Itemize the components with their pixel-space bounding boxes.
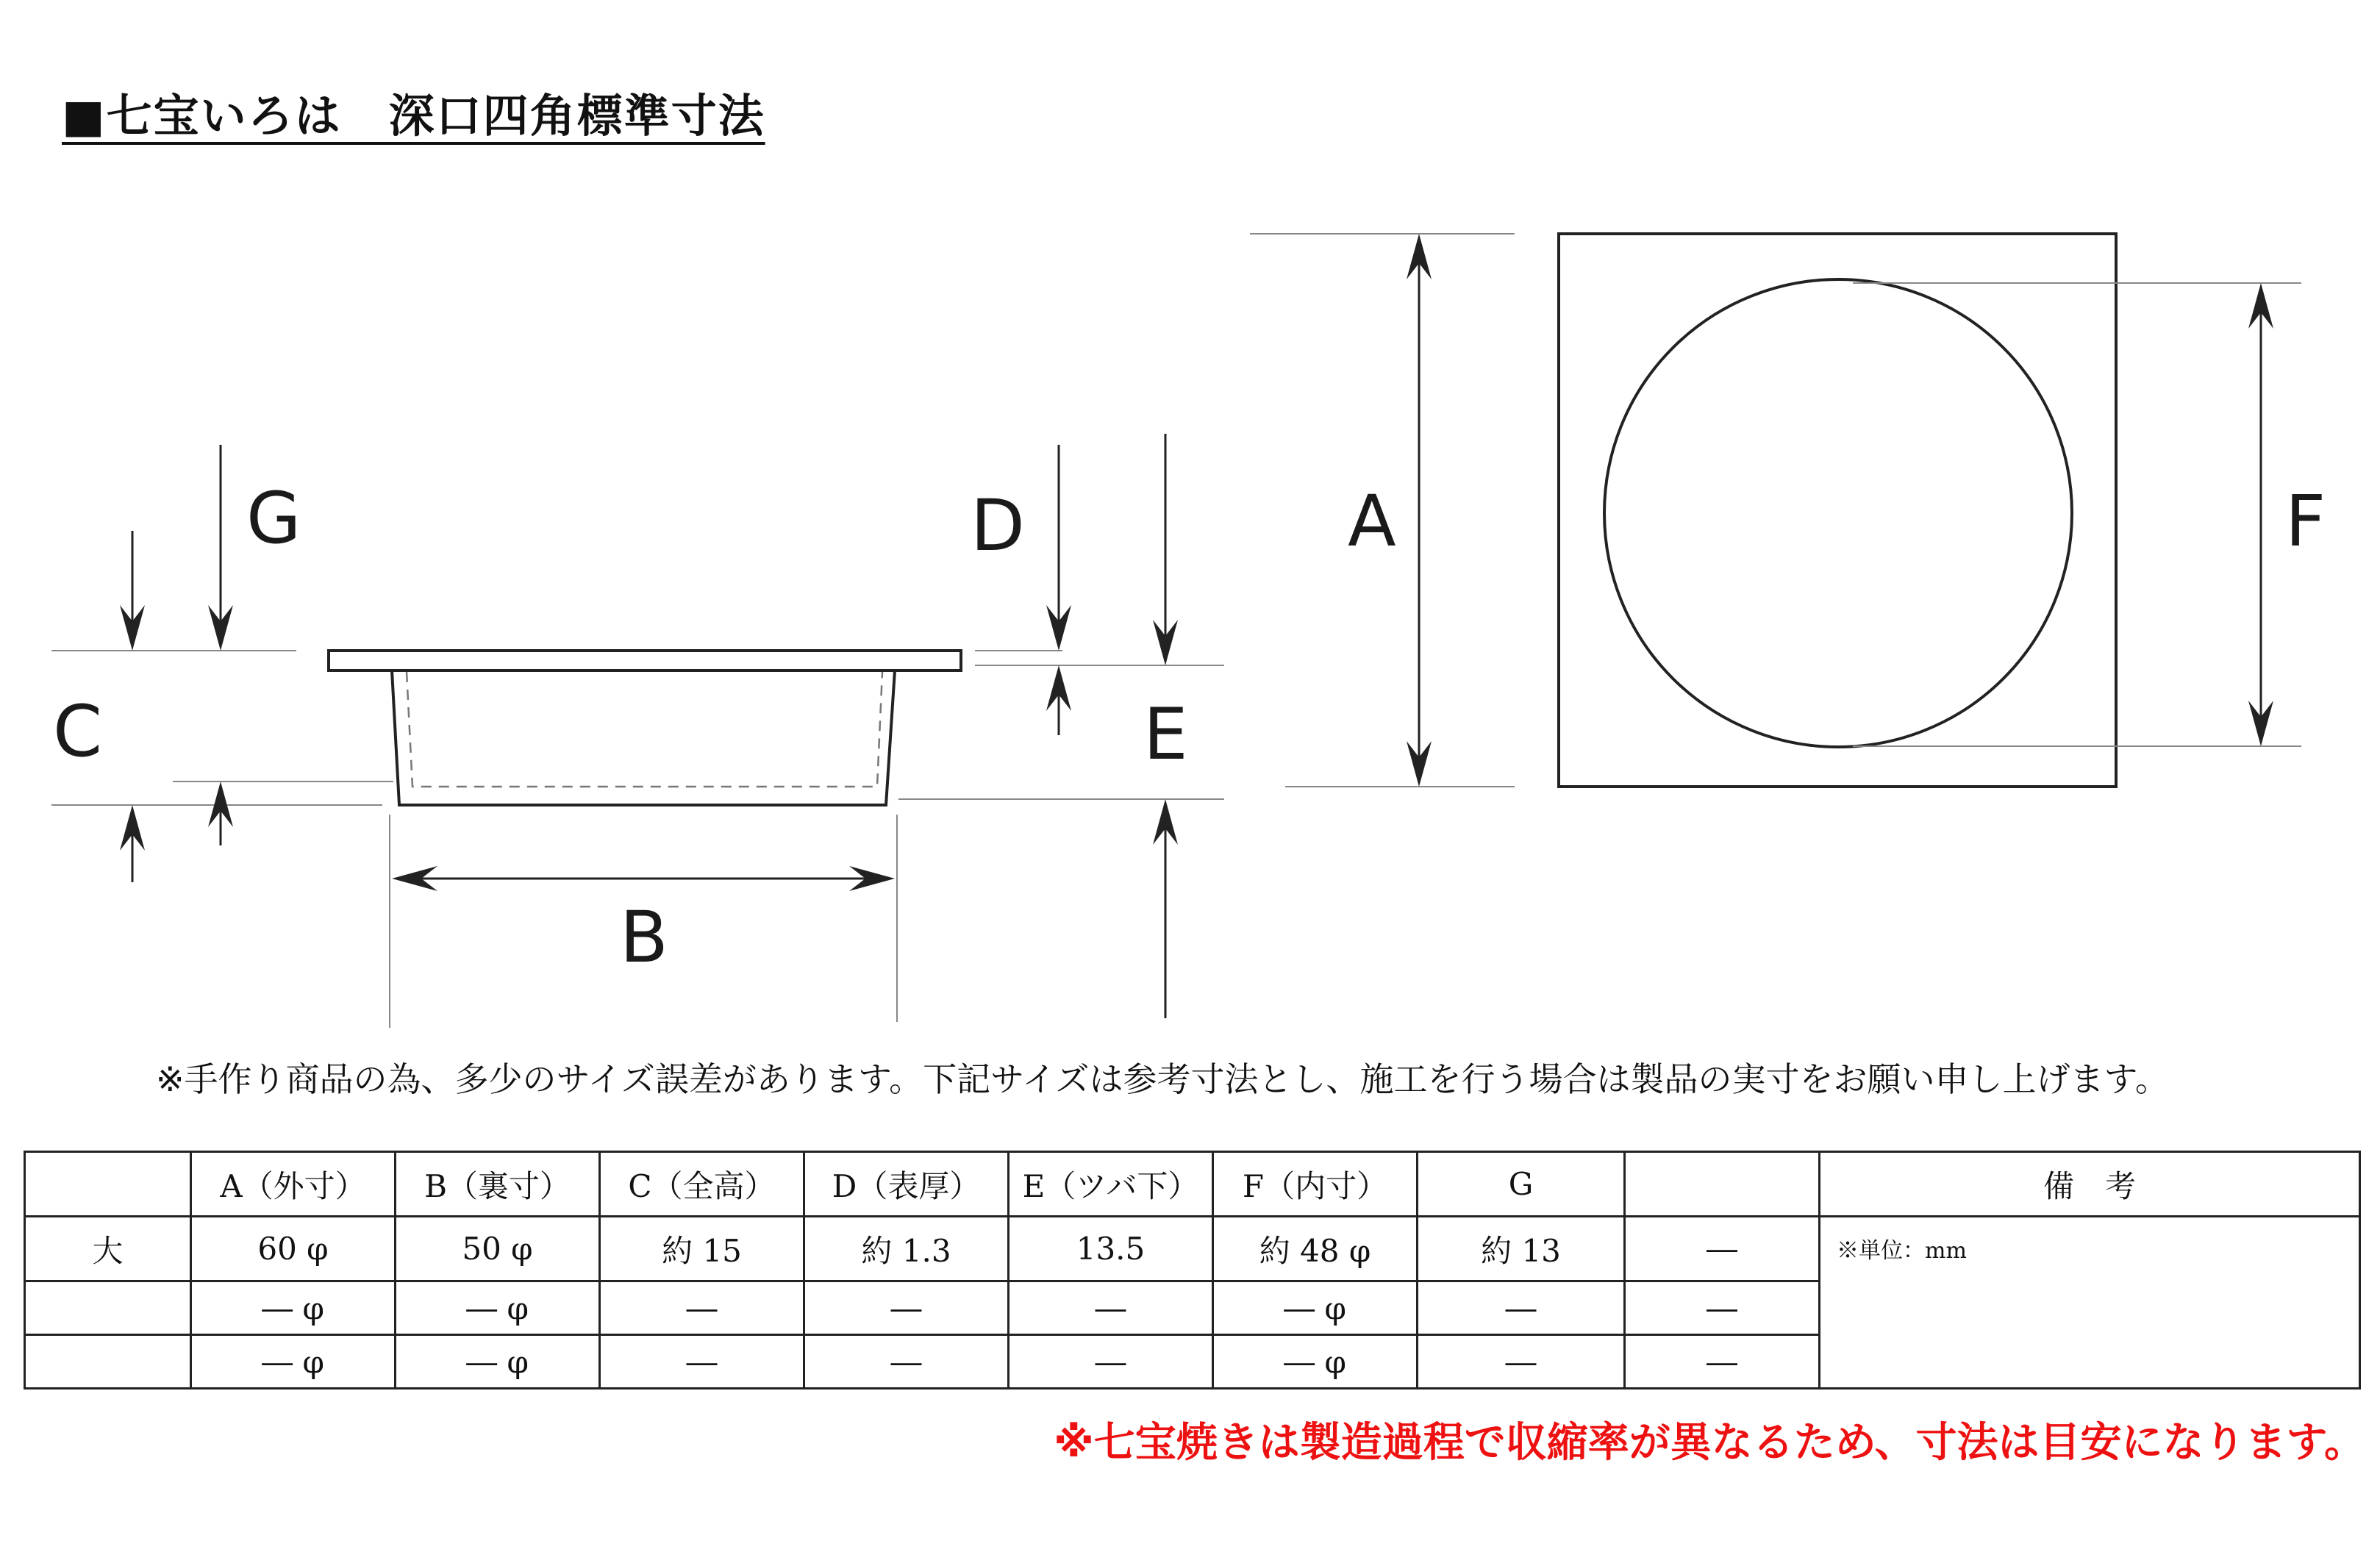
- top-arrows: [1407, 234, 2273, 787]
- header-cell-remarks: 備 考: [1820, 1152, 2360, 1217]
- header-cell: B（裏寸）: [396, 1152, 600, 1217]
- table-cell: 約 1.3: [804, 1217, 1009, 1281]
- table-cell: ― φ: [1213, 1335, 1418, 1389]
- table-cell: 13.5: [1009, 1217, 1213, 1281]
- header-cell: C（全高）: [600, 1152, 804, 1217]
- table-cell: 約 13: [1418, 1217, 1625, 1281]
- label-a: A: [1348, 480, 1396, 562]
- page-title: ■七宝いろは 深口四角標準寸法: [62, 89, 765, 143]
- size-note: ※手作り商品の為、多少のサイズ誤差があります。下記サイズは参考寸法とし、施工を行う場合は製品の実寸をお願い申し上げます。: [156, 1059, 2169, 1099]
- label-f: F: [2285, 480, 2326, 562]
- remarks-cell: ※単位：mm: [1820, 1217, 2360, 1389]
- header-cell: F（内寸）: [1213, 1152, 1418, 1217]
- top-view: [1250, 234, 2301, 787]
- table-cell: 約 15: [600, 1217, 804, 1281]
- body-outline: [392, 670, 895, 805]
- table-cell: ―: [804, 1281, 1009, 1335]
- table-header-row: [25, 1152, 2360, 1217]
- table-cell: 50 φ: [396, 1217, 600, 1281]
- table-cell: ―: [1625, 1281, 1820, 1335]
- table-cell: ―: [804, 1335, 1009, 1389]
- table-cell: ―: [1418, 1335, 1625, 1389]
- table-cell: 60 φ: [191, 1217, 396, 1281]
- table-cell: ―: [1625, 1217, 1820, 1281]
- inner-dashed-line: [407, 672, 882, 787]
- inner-circle: [1604, 279, 2072, 747]
- table-cell: ―: [600, 1281, 804, 1335]
- top-extension-lines: [1250, 234, 2301, 787]
- label-g: G: [246, 477, 301, 559]
- table-cell: ― φ: [191, 1281, 396, 1335]
- header-cell: A（外寸）: [191, 1152, 396, 1217]
- table-cell: 大: [25, 1217, 191, 1281]
- header-cell: [25, 1152, 191, 1217]
- header-cell: [1625, 1152, 1820, 1217]
- table-cell: ―: [1009, 1335, 1213, 1389]
- header-cell: D（表厚）: [804, 1152, 1009, 1217]
- table-cell: ― φ: [1213, 1281, 1418, 1335]
- top-dimension-lines: [1419, 246, 2261, 776]
- table-cell: ―: [1625, 1335, 1820, 1389]
- table-cell: ―: [1418, 1281, 1625, 1335]
- table-cell: [25, 1335, 191, 1389]
- table-cell: [25, 1281, 191, 1335]
- flange-plate: [329, 651, 961, 670]
- label-c: C: [53, 690, 103, 773]
- table-cell: ―: [1009, 1281, 1213, 1335]
- outer-square: [1559, 234, 2116, 787]
- header-cell: G: [1418, 1152, 1625, 1217]
- side-arrows: [120, 605, 1178, 891]
- table-cell: ―: [600, 1335, 804, 1389]
- label-b: B: [620, 896, 668, 979]
- table-cell: 約 48 φ: [1213, 1217, 1418, 1281]
- table-cell: ― φ: [396, 1335, 600, 1389]
- table-row: [25, 1217, 2360, 1281]
- table-cell: ― φ: [396, 1281, 600, 1335]
- shrinkage-warning: ※七宝焼きは製造過程で収縮率が異なるため、寸法は目安になります。: [1054, 1419, 2365, 1467]
- header-cell: E（ツバ下）: [1009, 1152, 1213, 1217]
- table-cell: ― φ: [191, 1335, 396, 1389]
- label-e: E: [1143, 693, 1188, 776]
- label-d: D: [971, 484, 1025, 567]
- dimension-table: [24, 1151, 2361, 1389]
